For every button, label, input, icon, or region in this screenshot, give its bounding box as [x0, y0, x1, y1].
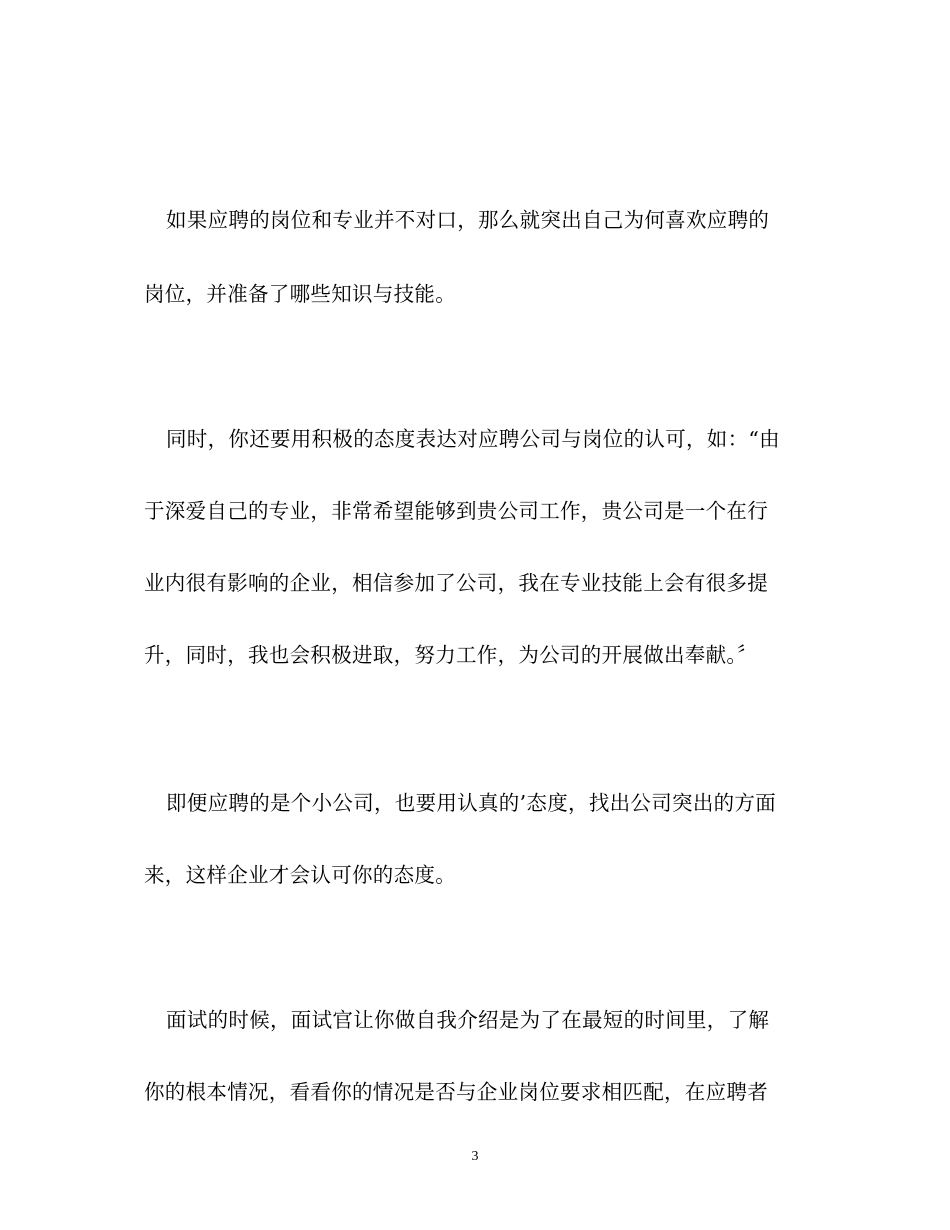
- paragraph-1-line-1: 如果应聘的岗位和专业并不对口，那么就突出自己为何喜欢应聘的: [166, 208, 770, 232]
- paragraph-3-line-2: 来，这样企业才会认可你的态度。: [144, 863, 456, 887]
- paragraph-4-line-2: 你的根本情况，看看你的情况是否与企业岗位要求相匹配，在应聘者: [144, 1080, 768, 1104]
- paragraph-1-line-2: 岗位，并准备了哪些知识与技能。: [144, 282, 456, 306]
- paragraph-2-line-3: 业内很有影响的企业，相信参加了公司，我在专业技能上会有很多提: [144, 571, 768, 595]
- page-number: 3: [471, 1149, 479, 1164]
- paragraph-2-line-2: 于深爱自己的专业，非常希望能够到贵公司工作，贵公司是一个在行: [144, 499, 768, 523]
- paragraph-4-line-1: 面试的时候，面试官让你做自我介绍是为了在最短的时间里，了解: [166, 1008, 770, 1032]
- paragraph-2-line-4: 升，同时，我也会积极进取，努力工作，为公司的开展做出奉献。〞: [144, 643, 758, 667]
- paragraph-3-line-1: 即便应聘的是个小公司，也要用认真的’态度，找出公司突出的方面: [166, 791, 777, 815]
- paragraph-2-line-1: 同时，你还要用积极的态度表达对应聘公司与岗位的认可，如：“由: [166, 427, 780, 451]
